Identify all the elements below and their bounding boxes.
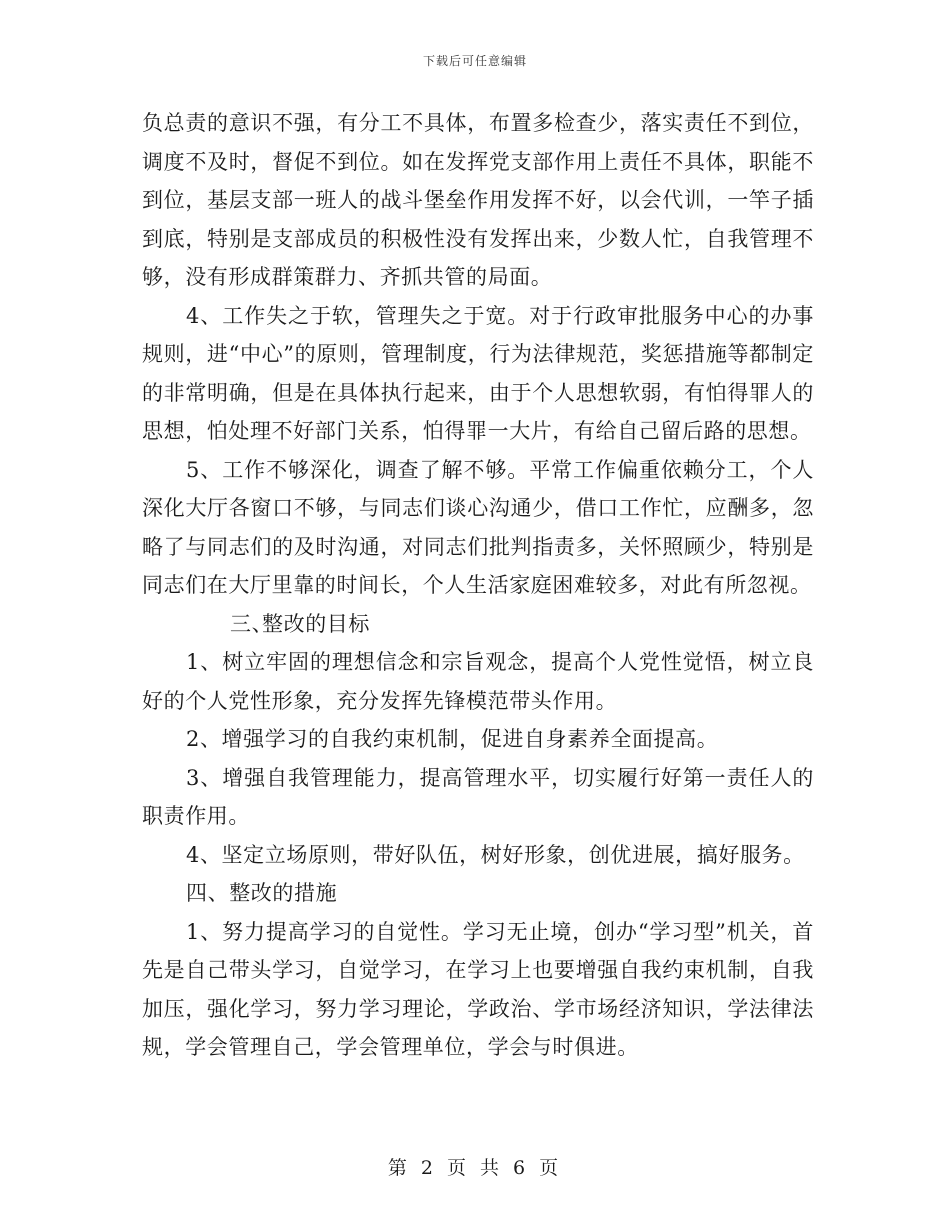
paragraph-item-5: 5、工作不够深化，调查了解不够。平常工作偏重依赖分工，个人深化大厅各窗口不够，与同志们谈心沟通少，借口工作忙，应酬多，忽略了与同志们的及时沟通，对同志们批判指责多，关怀照顾少，特别是同志们在大厅里靠的时间长，个人生活家庭困难较多，对此有所忽视。 [142, 457, 814, 597]
goal-item-4: 4、坚定立场原则，带好队伍，树好形象，创优进展，搞好服务。 [186, 842, 805, 867]
goal-item-3: 3、增强自我管理能力，提高管理水平，切实履行好第一责任人的职责作用。 [142, 765, 814, 828]
goal-item-1: 1、树立牢固的理想信念和宗旨观念，提高个人党性觉悟，树立良好的个人党性形象，充分发挥先锋模范带头作用。 [142, 650, 814, 713]
document-body [142, 104, 814, 1067]
section-heading-4: 四、整改的措施 [186, 881, 338, 905]
page-number-footer: 第 2 页 共 6 页 [387, 1157, 563, 1179]
measure-item-1: 1、努力提高学习的自觉性。学习无止境，创办“学习型”机关，首先是自己带头学习，自觉学习，在学习上也要增强自我约束机制，自我加压，强化学习，努力学习理论，学政治、学市场经济知识，学法律法规，学会管理自己，学会管理单位，学会与时俱进。 [142, 919, 814, 1059]
paragraph-continuation: 负总责的意识不强，有分工不具体，布置多检查少，落实责任不到位，调度不及时，督促不到位。如在发挥党支部作用上责任不具体，职能不到位，基层支部一班人的战斗堡垒作用发挥不好，以会代训，一竿子插到底，特别是支部成员的积极性没有发挥出来，少数人忙，自我管理不够，没有形成群策群力、齐抓共管的局面。 [142, 111, 814, 289]
header-note: 下载后可任意编辑 [422, 54, 527, 68]
paragraph-item-4: 4、工作失之于软，管理失之于宽。对于行政审批服务中心的办事规则，进“中心”的原则，管理制度，行为法律规范，奖惩措施等都制定的非常明确，但是在具体执行起来，由于个人思想软弱，有怕得罪人的思想，怕处理不好部门关系，怕得罪一大片，有给自己留后路的思想。 [142, 303, 814, 443]
section-heading-3 [142, 605, 814, 644]
section-heading-3-text: 整改的目标 [262, 611, 370, 636]
goal-item-2: 2、增强学习的自我约束机制，促进自身素养全面提高。 [186, 727, 719, 751]
section-heading-3-number: 三、 [230, 611, 274, 636]
